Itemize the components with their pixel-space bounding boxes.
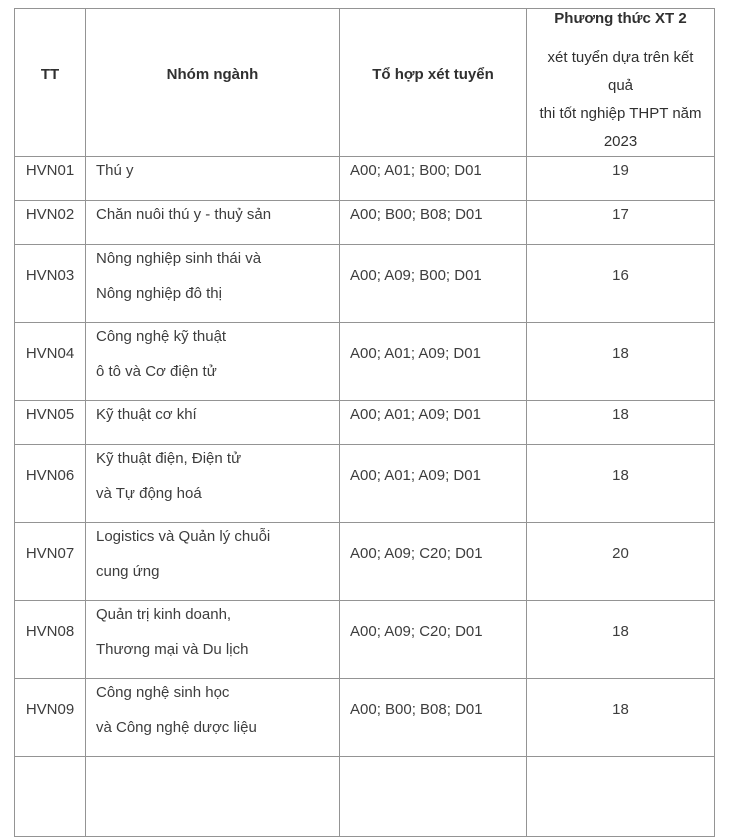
table-row: [15, 601, 715, 679]
cell-nhom-nganh: [86, 757, 340, 837]
cell-score: [527, 757, 715, 837]
cell-text-line: Công nghệ kỹ thuật: [96, 327, 227, 345]
table-row: [15, 445, 715, 523]
cell-score: [527, 601, 715, 679]
cell-nhom-nganh: [86, 245, 340, 323]
cell-score: [527, 201, 715, 245]
col-header-phuong-thuc-subtitle: [537, 44, 704, 156]
cell-to-hop: [340, 157, 527, 201]
subtitle-line: thi tốt nghiệp THPT năm: [539, 105, 702, 122]
cell-text-line: Thú y: [96, 162, 134, 179]
table-row: [15, 323, 715, 401]
cell-text-line: và Công nghệ dược liệu: [96, 718, 257, 736]
col-header-tt: [15, 9, 86, 157]
table-header: [15, 9, 715, 157]
cell-text-line: Kỹ thuật cơ khí: [96, 406, 197, 423]
cell-score: [527, 157, 715, 201]
col-header-to-hop: [340, 9, 527, 157]
cell-text-line: HVN08: [25, 623, 75, 640]
cell-nhom-nganh: [86, 401, 340, 445]
cell-to-hop: [340, 245, 527, 323]
cell-nhom-nganh: [86, 445, 340, 523]
table-row: [15, 245, 715, 323]
cell-nhom-nganh: [86, 523, 340, 601]
cell-tt: [15, 245, 86, 323]
cell-tt: [15, 323, 86, 401]
col-header-phuong-thuc: [527, 9, 715, 157]
cell-nhom-nganh: [86, 601, 340, 679]
cell-text-line: Quản trị kinh doanh,: [96, 605, 232, 623]
table-row-partial: [15, 757, 715, 837]
cell-text-line: A00; A09; B00; D01: [350, 267, 482, 284]
cell-text-line: 18: [612, 345, 629, 362]
header-row: [15, 9, 715, 157]
cell-score: [527, 679, 715, 757]
cell-text-line: A00; B00; B08; D01: [350, 701, 483, 718]
cell-text-line: Nông nghiệp đô thị: [96, 284, 222, 302]
cell-text-line: Thương mại và Du lịch: [96, 640, 249, 658]
cell-to-hop: [340, 757, 527, 837]
cell-text-line: 17: [612, 206, 629, 223]
table-row: [15, 679, 715, 757]
cell-to-hop: [340, 401, 527, 445]
cell-text-line: HVN02: [25, 206, 75, 223]
cell-text-line: 20: [612, 545, 629, 562]
cell-text-line: 18: [612, 701, 629, 718]
cell-to-hop: [340, 201, 527, 245]
cell-tt: [15, 523, 86, 601]
admission-scores-table: [14, 8, 715, 837]
cell-text-line: HVN06: [25, 467, 75, 484]
col-header-phuong-thuc-title: Phương thức XT 2: [554, 10, 687, 27]
col-header-tt-label: TT: [40, 66, 60, 83]
cell-text-line: Nông nghiệp sinh thái và: [96, 249, 262, 267]
cell-nhom-nganh: [86, 157, 340, 201]
cell-text-line: 18: [612, 467, 629, 484]
cell-tt: [15, 401, 86, 445]
cell-score: [527, 401, 715, 445]
cell-text-line: cung ứng: [96, 562, 160, 580]
cell-to-hop: [340, 679, 527, 757]
cell-tt: [15, 201, 86, 245]
cell-text-line: A00; B00; B08; D01: [350, 206, 483, 223]
cell-tt: [15, 157, 86, 201]
cell-nhom-nganh: [86, 679, 340, 757]
cell-text-line: HVN03: [25, 267, 75, 284]
cell-text-line: A00; A09; C20; D01: [350, 545, 483, 562]
cell-text-line: Logistics và Quản lý chuỗi: [96, 527, 271, 545]
subtitle-line: 2023: [603, 133, 638, 150]
cell-nhom-nganh: [86, 323, 340, 401]
cell-tt: [15, 601, 86, 679]
cell-tt: [15, 679, 86, 757]
cell-text-line: 18: [612, 406, 629, 423]
cell-tt: [15, 445, 86, 523]
cell-text-line: A00; A01; A09; D01: [350, 467, 481, 484]
table-row: [15, 201, 715, 245]
cell-text-line: 16: [612, 267, 629, 284]
cell-score: [527, 323, 715, 401]
cell-to-hop: [340, 523, 527, 601]
cell-text-line: ô tô và Cơ điện tử: [96, 362, 217, 380]
cell-text-line: A00; A09; C20; D01: [350, 623, 483, 640]
col-header-nhom-nganh-label: Nhóm ngành: [166, 66, 259, 83]
cell-text-line: HVN09: [25, 701, 75, 718]
cell-text-line: HVN07: [25, 545, 75, 562]
cell-text-line: A00; A01; B00; D01: [350, 162, 482, 179]
cell-to-hop: [340, 323, 527, 401]
cell-text-line: 18: [612, 623, 629, 640]
cell-text-line: HVN05: [25, 406, 75, 423]
cell-to-hop: [340, 445, 527, 523]
cell-text-line: A00; A01; A09; D01: [350, 406, 481, 423]
cell-to-hop: [340, 601, 527, 679]
table-row: [15, 401, 715, 445]
table-row: [15, 523, 715, 601]
cell-score: [527, 523, 715, 601]
col-header-nhom-nganh: [86, 9, 340, 157]
cell-text-line: 19: [612, 162, 629, 179]
cell-text-line: A00; A01; A09; D01: [350, 345, 481, 362]
subtitle-line: xét tuyển dựa trên kết quả: [547, 49, 694, 94]
cell-score: [527, 245, 715, 323]
cell-text-line: Công nghệ sinh học: [96, 683, 230, 701]
cell-text-line: HVN01: [25, 162, 75, 179]
cell-tt: [15, 757, 86, 837]
cell-text-line: Kỹ thuật điện, Điện tử: [96, 449, 242, 467]
table-row: [15, 157, 715, 201]
cell-nhom-nganh: [86, 201, 340, 245]
cell-text-line: và Tự động hoá: [96, 484, 202, 502]
table-body: [15, 157, 715, 837]
col-header-to-hop-label: Tổ hợp xét tuyển: [372, 66, 494, 83]
cell-text-line: Chăn nuôi thú y - thuỷ sản: [96, 206, 272, 223]
cell-text-line: HVN04: [25, 345, 75, 362]
cell-score: [527, 445, 715, 523]
